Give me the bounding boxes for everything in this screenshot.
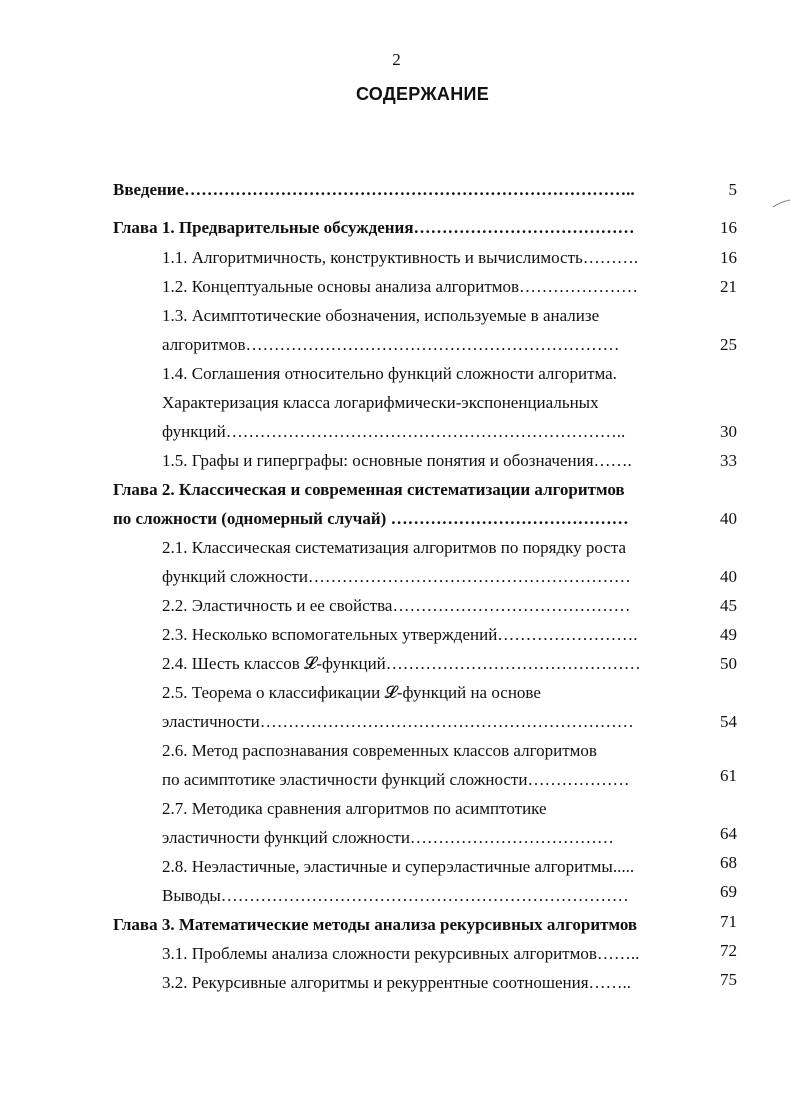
toc-entry-conclusions: Выводы……………………………………………………………… [162, 886, 629, 905]
toc-entry-1-2: 1.2. Концептуальные основы анализа алгоритмов………………… [162, 277, 639, 296]
page-number: 2 [392, 50, 401, 69]
toc-entry-2-4: 2.4. Шесть классов 𝓛-функций……………………………………… [162, 654, 641, 673]
pen-mark-decoration [772, 199, 792, 209]
toc-entry-1-4-cont2: функций…………………………………………………………….. [162, 422, 626, 441]
toc-page-2-8: 68 [720, 853, 737, 872]
toc-page-chapter-1: 16 [720, 218, 737, 237]
toc-entry-1-3-cont: алгоритмов………………………………………………………… [162, 335, 620, 354]
toc-page-1-4: 30 [720, 422, 737, 441]
toc-page-3-2: 75 [720, 970, 737, 989]
toc-entry-chapter-1: Глава 1. Предварительные обсуждения………………………………… [113, 218, 635, 237]
toc-entry-1-5: 1.5. Графы и гиперграфы: основные понятия и обозначения……. [162, 451, 632, 470]
toc-page-2-3: 49 [720, 625, 737, 644]
toc-entry-2-6-cont: по асимптотике эластичности функций сложности……………… [162, 770, 630, 789]
toc-page-1-2: 21 [720, 277, 737, 296]
toc-entry-1-4: 1.4. Соглашения относительно функций сложности алгоритма. [162, 364, 617, 383]
toc-entry-3-2: 3.2. Рекурсивные алгоритмы и рекуррентные соотношения…….. [162, 973, 632, 992]
toc-entry-2-7-cont: эластичности функций сложности……………………………… [162, 828, 614, 847]
toc-page-2-1: 40 [720, 567, 737, 586]
toc-entry-chapter-2-cont: по сложности (одномерный случай) …………………………………… [113, 509, 629, 528]
toc-page-chapter-2: 40 [720, 509, 737, 528]
page-title: СОДЕРЖАНИЕ [355, 84, 490, 104]
toc-entry-2-5-cont: эластичности………………………………………………………… [162, 712, 634, 731]
toc-entry-1-4-cont: Характеризация класса логарифмически-экспоненциальных [162, 393, 599, 412]
toc-page-3-1: 72 [720, 941, 737, 960]
toc-entry-2-2: 2.2. Эластичность и ее свойства…………………………………… [162, 596, 631, 615]
toc-page-1-5: 33 [720, 451, 737, 470]
toc-page-1-1: 16 [720, 248, 737, 267]
toc-entry-2-1: 2.1. Классическая систематизация алгоритмов по порядку роста [162, 538, 627, 557]
toc-entry-2-5: 2.5. Теорема о классификации 𝓛-функций на основе [162, 683, 541, 702]
toc-page-intro: 5 [728, 180, 737, 199]
toc-entry-intro: Введение…………………………………………………………………….. [113, 180, 635, 199]
toc-entry-1-3: 1.3. Асимптотические обозначения, используемые в анализе [162, 306, 600, 325]
toc-entry-2-7: 2.7. Методика сравнения алгоритмов по асимптотике [162, 799, 547, 818]
toc-entry-chapter-2: Глава 2. Классическая и современная систематизации алгоритмов [113, 480, 625, 499]
toc-page-1-3: 25 [720, 335, 737, 354]
toc-page-2-5: 54 [720, 712, 737, 731]
toc-entry-3-1: 3.1. Проблемы анализа сложности рекурсивных алгоритмов…….. [162, 944, 640, 963]
toc-page-2-7: 64 [720, 824, 737, 843]
toc-page-chapter-3: 71 [720, 912, 737, 931]
toc-page-2-6: 61 [720, 766, 737, 785]
toc-page-conclusions: 69 [720, 882, 737, 901]
toc-entry-chapter-3: Глава 3. Математические методы анализа рекурсивных алгоритмов [113, 915, 638, 934]
toc-entry-2-1-cont: функций сложности………………………………………………… [162, 567, 631, 586]
toc-entry-2-6: 2.6. Метод распознавания современных классов алгоритмов [162, 741, 597, 760]
toc-entry-2-8: 2.8. Неэластичные, эластичные и суперэластичные алгоритмы..... [162, 857, 635, 876]
toc-page-2-2: 45 [720, 596, 737, 615]
toc-page-2-4: 50 [720, 654, 737, 673]
toc-entry-1-1: 1.1. Алгоритмичность, конструктивность и вычислимость………. [162, 248, 639, 267]
toc-entry-2-3: 2.3. Несколько вспомогательных утверждений……………………. [162, 625, 638, 644]
